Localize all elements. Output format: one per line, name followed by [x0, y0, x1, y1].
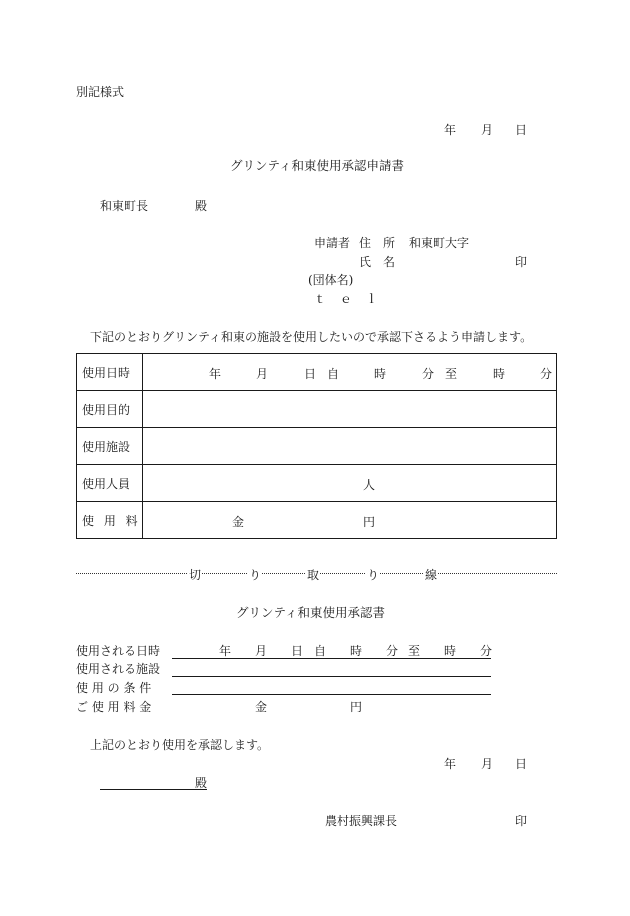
addressee: 和東町長 — [100, 199, 149, 213]
conditions-underline[interactable] — [172, 694, 491, 695]
date-underline — [172, 658, 491, 659]
cut-char: り — [249, 568, 262, 582]
unit-year: 年 — [209, 367, 222, 381]
unit-kin: 金 — [232, 515, 245, 529]
approval-facility-label: 使用される施設 — [76, 662, 161, 676]
row-label: 使用人員 — [77, 465, 143, 502]
unit-minute: 分 — [422, 367, 435, 381]
approval-unit-from: 自 — [314, 644, 327, 658]
name-label: 氏 名 — [359, 255, 396, 269]
addressee-honorific: 殿 — [195, 199, 208, 213]
application-title: グリンティ和東使用承認申請書 — [230, 158, 405, 173]
people-cell[interactable] — [143, 465, 557, 502]
row-label: 使用日時 — [77, 354, 143, 391]
approval-date-label: 使用される日時 — [76, 644, 161, 658]
form-label: 別記様式 — [76, 85, 125, 99]
approval-fee-label: ご 使 用 料 金 — [76, 700, 152, 714]
cut-char: 切 — [189, 568, 202, 582]
table-row-purpose — [77, 391, 557, 428]
row-label: 使用施設 — [77, 428, 143, 465]
date-year: 年 — [444, 123, 457, 137]
recipient-honorific: 殿 — [195, 776, 208, 790]
approval-statement: 上記のとおり使用を承認します。 — [90, 738, 270, 752]
date-month: 月 — [481, 123, 494, 137]
unit-to: 至 — [445, 367, 458, 381]
table-row-datetime — [77, 354, 557, 391]
applicant-label: 申請者 — [314, 236, 351, 250]
fee-cell[interactable] — [143, 502, 557, 539]
cut-char: 取 — [307, 568, 320, 582]
approval-date-day: 日 — [515, 757, 528, 771]
group-label: (団体名) — [308, 273, 354, 287]
table-row-people — [77, 465, 557, 502]
datetime-cell[interactable] — [143, 354, 557, 391]
address-label: 住 所 — [359, 236, 396, 250]
unit-people: 人 — [363, 478, 376, 492]
row-label: 使 用 料 — [77, 502, 143, 539]
issuer-seal: 印 — [515, 814, 528, 828]
approval-unit-year: 年 — [219, 644, 232, 658]
approval-unit-minute-end: 分 — [480, 644, 493, 658]
cut-line — [76, 566, 557, 580]
approval-unit-to: 至 — [408, 644, 421, 658]
unit-yen: 円 — [363, 515, 376, 529]
approval-date-year: 年 — [444, 757, 457, 771]
application-statement: 下記のとおりグリンティ和東の施設を使用したいので承認下さるよう申請します。 — [90, 330, 533, 344]
table-row-facility — [77, 428, 557, 465]
facility-underline[interactable] — [172, 676, 491, 677]
approval-unit-month: 月 — [255, 644, 268, 658]
table-row-fee — [77, 502, 557, 539]
purpose-cell[interactable] — [143, 391, 557, 428]
approval-fee-kin: 金 — [255, 700, 268, 714]
tel-label: ｔ ｅ ｌ — [314, 292, 383, 306]
unit-from: 自 — [327, 367, 340, 381]
applicant-seal: 印 — [515, 255, 528, 269]
cut-char: 線 — [425, 568, 438, 582]
date-day: 日 — [515, 123, 528, 137]
approval-unit-hour-end: 時 — [444, 644, 457, 658]
unit-minute-end: 分 — [540, 367, 553, 381]
cut-char: り — [367, 568, 380, 582]
approval-fee-yen: 円 — [350, 700, 363, 714]
approval-date-month: 月 — [481, 757, 494, 771]
approval-title: グリンティ和東使用承認書 — [236, 605, 386, 620]
application-table — [76, 353, 557, 539]
approval-unit-day: 日 — [291, 644, 304, 658]
unit-hour: 時 — [374, 367, 387, 381]
approval-conditions-label: 使 用 の 条 件 — [76, 681, 152, 695]
facility-cell[interactable] — [143, 428, 557, 465]
approval-unit-minute: 分 — [386, 644, 399, 658]
issuer: 農村振興課長 — [325, 814, 398, 828]
address-value: 和東町大字 — [409, 236, 470, 250]
recipient-underline[interactable] — [100, 789, 207, 790]
unit-month: 月 — [256, 367, 269, 381]
unit-day: 日 — [304, 367, 317, 381]
row-label: 使用目的 — [77, 391, 143, 428]
approval-unit-hour: 時 — [350, 644, 363, 658]
unit-hour-end: 時 — [493, 367, 506, 381]
